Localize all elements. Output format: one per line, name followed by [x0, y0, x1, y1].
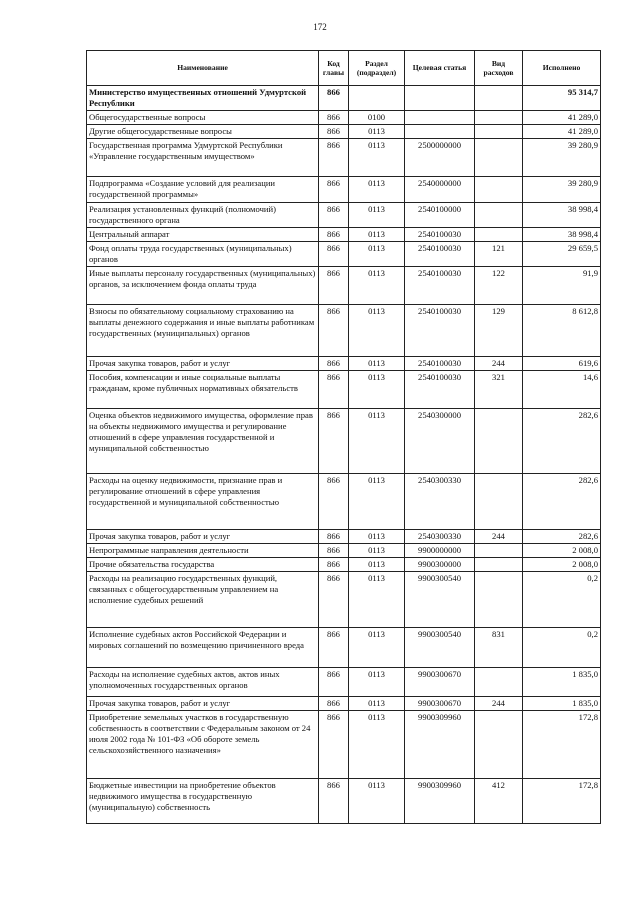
- cell-amount: 39 280,9: [523, 177, 601, 203]
- cell-code: 866: [319, 357, 349, 371]
- table-row: [87, 474, 601, 530]
- cell-amount: 282,6: [523, 409, 601, 474]
- cell-target: 9900309960: [405, 779, 475, 824]
- cell-kind: [475, 558, 523, 572]
- cell-amount: 38 998,4: [523, 203, 601, 228]
- cell-code: 866: [319, 530, 349, 544]
- cell-section: 0113: [349, 242, 405, 267]
- cell-target: 9900300000: [405, 558, 475, 572]
- cell-code: 866: [319, 203, 349, 228]
- cell-section: 0113: [349, 697, 405, 711]
- cell-name: Общегосударственные вопросы: [87, 111, 319, 125]
- cell-code: 866: [319, 544, 349, 558]
- cell-section: 0113: [349, 711, 405, 779]
- header-target: Целевая статья: [405, 51, 475, 86]
- cell-name: Прочая закупка товаров, работ и услуг: [87, 357, 319, 371]
- cell-kind: 121: [475, 242, 523, 267]
- cell-section: 0113: [349, 668, 405, 697]
- cell-kind: [475, 544, 523, 558]
- cell-name: Министерство имущественных отношений Удмуртской Республики: [87, 86, 319, 111]
- cell-code: 866: [319, 558, 349, 572]
- cell-name: Расходы на исполнение судебных актов, актов иных уполномоченных государственных органов: [87, 668, 319, 697]
- table-row: [87, 572, 601, 628]
- cell-name: Оценка объектов недвижимого имущества, оформление прав на объекты недвижимого имущества и регулирование отношений в сфере управления государственной и муниципальной собственностью: [87, 409, 319, 474]
- cell-section: 0113: [349, 371, 405, 409]
- cell-kind: 129: [475, 305, 523, 357]
- cell-amount: 91,9: [523, 267, 601, 305]
- table-row: [87, 530, 601, 544]
- cell-kind: [475, 572, 523, 628]
- cell-target: [405, 111, 475, 125]
- cell-code: 866: [319, 711, 349, 779]
- cell-section: 0113: [349, 474, 405, 530]
- cell-kind: [475, 474, 523, 530]
- cell-amount: 38 998,4: [523, 228, 601, 242]
- cell-code: 866: [319, 139, 349, 177]
- cell-kind: 321: [475, 371, 523, 409]
- cell-kind: 122: [475, 267, 523, 305]
- cell-amount: 619,6: [523, 357, 601, 371]
- budget-table: [86, 50, 601, 824]
- page-number: 172: [313, 22, 327, 32]
- cell-target: 9900000000: [405, 544, 475, 558]
- cell-section: 0113: [349, 530, 405, 544]
- cell-name: Подпрограмма «Создание условий для реализации государственной программы»: [87, 177, 319, 203]
- table-row: [87, 628, 601, 668]
- header-amount: Исполнено: [523, 51, 601, 86]
- cell-code: 866: [319, 779, 349, 824]
- cell-code: 866: [319, 267, 349, 305]
- cell-target: 2540300330: [405, 474, 475, 530]
- cell-name: Приобретение земельных участков в государственную собственность в соответствии с Федеральным законом от 24 июля 2002 года № 101-ФЗ «Об обороте земель сельскохозяйственного назначения»: [87, 711, 319, 779]
- cell-target: 9900300540: [405, 572, 475, 628]
- cell-target: 2540100030: [405, 305, 475, 357]
- cell-section: 0100: [349, 111, 405, 125]
- table-body: [87, 86, 601, 824]
- cell-target: 2540100030: [405, 228, 475, 242]
- table-row: [87, 371, 601, 409]
- cell-target: 2540100000: [405, 203, 475, 228]
- cell-section: 0113: [349, 228, 405, 242]
- cell-kind: [475, 228, 523, 242]
- table-row: [87, 125, 601, 139]
- cell-code: 866: [319, 125, 349, 139]
- table-row: [87, 711, 601, 779]
- cell-code: 866: [319, 86, 349, 111]
- cell-name: Фонд оплаты труда государственных (муниципальных) органов: [87, 242, 319, 267]
- cell-section: 0113: [349, 544, 405, 558]
- cell-amount: 41 289,0: [523, 111, 601, 125]
- cell-amount: 282,6: [523, 530, 601, 544]
- cell-section: 0113: [349, 572, 405, 628]
- cell-code: 866: [319, 305, 349, 357]
- cell-kind: [475, 409, 523, 474]
- header-code: Код главы: [319, 51, 349, 86]
- cell-kind: 244: [475, 357, 523, 371]
- table-row: [87, 697, 601, 711]
- cell-amount: 2 008,0: [523, 544, 601, 558]
- table-row: [87, 86, 601, 111]
- cell-code: 866: [319, 111, 349, 125]
- cell-name: Бюджетные инвестиции на приобретение объектов недвижимого имущества в государственную (муниципальную) собственность: [87, 779, 319, 824]
- cell-target: 2540000000: [405, 177, 475, 203]
- cell-code: 866: [319, 228, 349, 242]
- cell-section: 0113: [349, 139, 405, 177]
- cell-amount: 95 314,7: [523, 86, 601, 111]
- cell-section: 0113: [349, 177, 405, 203]
- cell-code: 866: [319, 628, 349, 668]
- header-section: Раздел (подраздел): [349, 51, 405, 86]
- cell-kind: 244: [475, 530, 523, 544]
- cell-target: 9900300670: [405, 668, 475, 697]
- cell-amount: 172,8: [523, 779, 601, 824]
- table-row: [87, 177, 601, 203]
- cell-target: [405, 86, 475, 111]
- cell-name: Государственная программа Удмуртской Республики «Управление государственным имуществом»: [87, 139, 319, 177]
- cell-section: [349, 86, 405, 111]
- cell-amount: 1 835,0: [523, 697, 601, 711]
- cell-section: 0113: [349, 357, 405, 371]
- cell-name: Непрограммные направления деятельности: [87, 544, 319, 558]
- header-row: [87, 51, 601, 86]
- cell-kind: [475, 668, 523, 697]
- cell-code: 866: [319, 177, 349, 203]
- cell-kind: [475, 139, 523, 177]
- cell-name: Иные выплаты персоналу государственных (муниципальных) органов, за исключением фонда оплаты труда: [87, 267, 319, 305]
- cell-code: 866: [319, 668, 349, 697]
- cell-name: Реализация установленных функций (полномочий) государственного органа: [87, 203, 319, 228]
- cell-section: 0113: [349, 267, 405, 305]
- cell-amount: 282,6: [523, 474, 601, 530]
- cell-amount: 0,2: [523, 572, 601, 628]
- cell-amount: 0,2: [523, 628, 601, 668]
- cell-target: 9900309960: [405, 711, 475, 779]
- cell-code: 866: [319, 697, 349, 711]
- cell-section: 0113: [349, 558, 405, 572]
- table-row: [87, 203, 601, 228]
- cell-amount: 39 280,9: [523, 139, 601, 177]
- cell-kind: [475, 203, 523, 228]
- cell-name: Прочие обязательства государства: [87, 558, 319, 572]
- table-row: [87, 228, 601, 242]
- table-row: [87, 668, 601, 697]
- cell-kind: [475, 711, 523, 779]
- table-row: [87, 357, 601, 371]
- cell-name: Взносы по обязательному социальному страхованию на выплаты денежного содержания и иные выплаты работникам государственных (муниципальных) органов: [87, 305, 319, 357]
- header-name: Наименование: [87, 51, 319, 86]
- cell-section: 0113: [349, 628, 405, 668]
- cell-amount: 1 835,0: [523, 668, 601, 697]
- cell-name: Расходы на оценку недвижимости, признание прав и регулирование отношений в сфере управления государственной и муниципальной собственностью: [87, 474, 319, 530]
- cell-amount: 14,6: [523, 371, 601, 409]
- cell-kind: 831: [475, 628, 523, 668]
- cell-section: 0113: [349, 125, 405, 139]
- cell-amount: 41 289,0: [523, 125, 601, 139]
- cell-name: Центральный аппарат: [87, 228, 319, 242]
- cell-amount: 2 008,0: [523, 558, 601, 572]
- cell-target: 9900300540: [405, 628, 475, 668]
- cell-amount: 172,8: [523, 711, 601, 779]
- cell-code: 866: [319, 409, 349, 474]
- cell-kind: [475, 111, 523, 125]
- cell-section: 0113: [349, 203, 405, 228]
- cell-name: Расходы на реализацию государственных функций, связанных с общегосударственным управлением на исполнение судебных решений: [87, 572, 319, 628]
- cell-kind: [475, 125, 523, 139]
- cell-section: 0113: [349, 305, 405, 357]
- cell-name: Исполнение судебных актов Российской Федерации и мировых соглашений по возмещению причиненного вреда: [87, 628, 319, 668]
- cell-section: 0113: [349, 779, 405, 824]
- cell-name: Другие общегосударственные вопросы: [87, 125, 319, 139]
- table-row: [87, 242, 601, 267]
- cell-code: 866: [319, 572, 349, 628]
- cell-target: 2540100030: [405, 371, 475, 409]
- cell-name: Прочая закупка товаров, работ и услуг: [87, 697, 319, 711]
- header-kind: Вид расходов: [475, 51, 523, 86]
- cell-target: 2500000000: [405, 139, 475, 177]
- cell-target: 9900300670: [405, 697, 475, 711]
- cell-target: 2540300330: [405, 530, 475, 544]
- cell-target: [405, 125, 475, 139]
- cell-amount: 29 659,5: [523, 242, 601, 267]
- cell-target: 2540300000: [405, 409, 475, 474]
- cell-name: Прочая закупка товаров, работ и услуг: [87, 530, 319, 544]
- cell-code: 866: [319, 242, 349, 267]
- table-row: [87, 558, 601, 572]
- cell-name: Пособия, компенсации и иные социальные выплаты гражданам, кроме публичных нормативных обязательств: [87, 371, 319, 409]
- cell-kind: 244: [475, 697, 523, 711]
- table-row: [87, 409, 601, 474]
- cell-target: 2540100030: [405, 357, 475, 371]
- table-row: [87, 139, 601, 177]
- table-row: [87, 544, 601, 558]
- cell-kind: [475, 177, 523, 203]
- cell-section: 0113: [349, 409, 405, 474]
- cell-kind: [475, 86, 523, 111]
- cell-amount: 8 612,8: [523, 305, 601, 357]
- cell-target: 2540100030: [405, 267, 475, 305]
- table-row: [87, 779, 601, 824]
- cell-kind: 412: [475, 779, 523, 824]
- table-row: [87, 111, 601, 125]
- cell-target: 2540100030: [405, 242, 475, 267]
- cell-code: 866: [319, 371, 349, 409]
- table-row: [87, 267, 601, 305]
- table-row: [87, 305, 601, 357]
- cell-code: 866: [319, 474, 349, 530]
